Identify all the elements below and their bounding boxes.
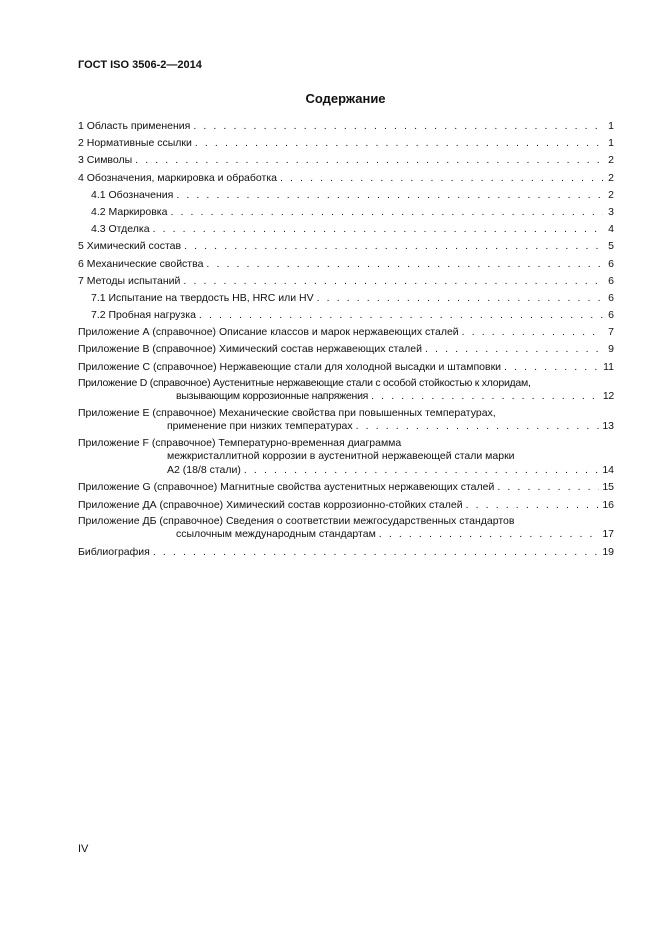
toc-entry-2[interactable] [78,135,614,152]
toc-entry-text: Приложение ДА (справочное) Химический состав коррозионно-стойких сталей [78,498,463,511]
toc-page-number: 14 [602,463,614,476]
toc-page-number: 2 [608,188,614,201]
toc-page-number: 6 [608,291,614,304]
toc-entry-appendix-db[interactable] [78,514,614,544]
toc-page-number: 17 [602,528,614,541]
toc-page-number: 15 [602,481,614,494]
toc-page-number: 4 [608,223,614,236]
toc-entry-text: вызывающим коррозионные напряжения [176,390,369,403]
toc-entry-5[interactable] [78,238,614,255]
toc-entry-appendix-da[interactable] [78,497,614,514]
toc-page-number: 7 [608,326,614,339]
leader-dots [244,464,599,478]
page-title: Содержание [305,91,386,106]
leader-dots [356,420,600,434]
toc-entry-text-line: межкристаллитной коррозии в аустенитной нержавеющей стали марки [167,450,515,463]
toc-entry-appendix-d[interactable] [78,376,614,406]
toc-page-number: 12 [602,390,614,403]
toc-entry-text: 5 Химический состав [78,240,182,253]
leader-dots [504,359,600,376]
toc-entry-text: Приложение В (справочное) Химический состав нержавеющих сталей [78,343,423,356]
toc-entry-appendix-a[interactable] [78,324,614,341]
toc-entry-text-line: Приложение D (справочное) Аустенитные нержавеющие стали с особой стойкостью к хлоридам, [78,376,531,389]
leader-dots [280,170,603,187]
toc-entry-text-line: Приложение F (справочное) Температурно-временная диаграмма [78,436,402,449]
toc-entry-text-line: Приложение Е (справочное) Механические свойства при повышенных температурах, [78,406,496,419]
toc-entry-text: 7 Методы испытаний [78,274,181,287]
toc-entry-text: Приложение А (справочное) Описание классов и марок нержавеющих сталей [78,326,459,339]
toc-entry-appendix-f[interactable] [78,436,614,480]
toc-page-number: 2 [608,154,614,167]
toc-entry-bibliography[interactable] [78,544,614,561]
toc-entry-7-2[interactable] [78,307,614,324]
leader-dots [379,528,600,542]
leader-dots [317,290,603,307]
toc-entry-text: Библиография [78,545,150,558]
leader-dots [199,307,603,324]
toc-entry-text: 7.2 Пробная нагрузка [91,309,196,322]
page-number-footer: IV [78,843,89,855]
toc-entry-1[interactable] [78,118,614,135]
toc-entry-appendix-b[interactable] [78,341,614,358]
leader-dots [497,479,599,496]
toc-entry-appendix-c[interactable] [78,359,614,376]
leader-dots [184,238,603,255]
toc-entry-text: 6 Механические свойства [78,257,204,270]
leader-dots [425,341,603,358]
toc-entry-text: Приложение С (справочное) Нержавеющие стали для холодной высадки и штамповки [78,360,502,373]
toc-entry-text: А2 (18/8 стали) [167,463,241,476]
toc-page-number: 11 [603,360,614,373]
toc-page-number: 2 [608,171,614,184]
toc-entry-4-1[interactable] [78,187,614,204]
toc-entry-text-line: Приложение ДБ (справочное) Сведения о соответствии межгосударственных стандартов [78,514,515,527]
toc-entry-7-1[interactable] [78,290,614,307]
leader-dots [466,497,600,514]
toc-entry-4-2[interactable] [78,204,614,221]
toc-page-number: 6 [608,274,614,287]
leader-dots [153,221,603,238]
toc-entry-text: применение при низких температурах [167,420,353,433]
document-header: ГОСТ ISO 3506-2—2014 [78,59,202,71]
leader-dots [176,187,603,204]
toc-entry-text: 4.3 Отделка [91,223,150,236]
toc-entry-appendix-e[interactable] [78,406,614,436]
toc-page-number: 3 [608,205,614,218]
leader-dots [153,544,599,561]
toc-entry-appendix-g[interactable] [78,479,614,496]
leader-dots [193,118,603,135]
leader-dots [170,204,603,221]
toc-entry-text: 4.1 Обозначения [91,188,174,201]
toc-page-number: 9 [608,343,614,356]
toc-entry-text: 4.2 Маркировка [91,205,168,218]
toc-entry-text: ссылочным международным стандартам [176,528,376,541]
toc-page-number: 1 [608,137,614,150]
leader-dots [135,152,603,169]
toc-entry-text: 4 Обозначения, маркировка и обработка [78,171,277,184]
leader-dots [371,390,600,404]
leader-dots [195,135,603,152]
toc-page-number: 1 [608,120,614,132]
toc-page-number: 6 [608,257,614,270]
toc-page-number: 19 [602,545,614,558]
leader-dots [183,273,603,290]
leader-dots [206,256,603,273]
toc-entry-4-3[interactable] [78,221,614,238]
toc-entry-3[interactable] [78,152,614,169]
toc-entry-text: 2 Нормативные ссылки [78,137,192,150]
toc-entry-text: Приложение G (справочное) Магнитные свойства аустенитных нержавеющих сталей [78,481,495,494]
leader-dots [462,324,603,341]
toc-page-number: 16 [602,498,614,511]
toc-entry-text: 7.1 Испытание на твердость HB, HRC или HV [91,291,314,304]
toc-entry-7[interactable] [78,273,614,290]
toc-page-number: 13 [602,420,614,433]
toc-entry-text: 1 Область применения [78,120,191,132]
toc-entry-4[interactable] [78,170,614,187]
toc-entry-text: 3 Символы [78,154,133,167]
toc-page-number: 6 [608,309,614,322]
toc-page-number: 5 [608,240,614,253]
table-of-contents [78,118,614,561]
toc-entry-6[interactable] [78,256,614,273]
